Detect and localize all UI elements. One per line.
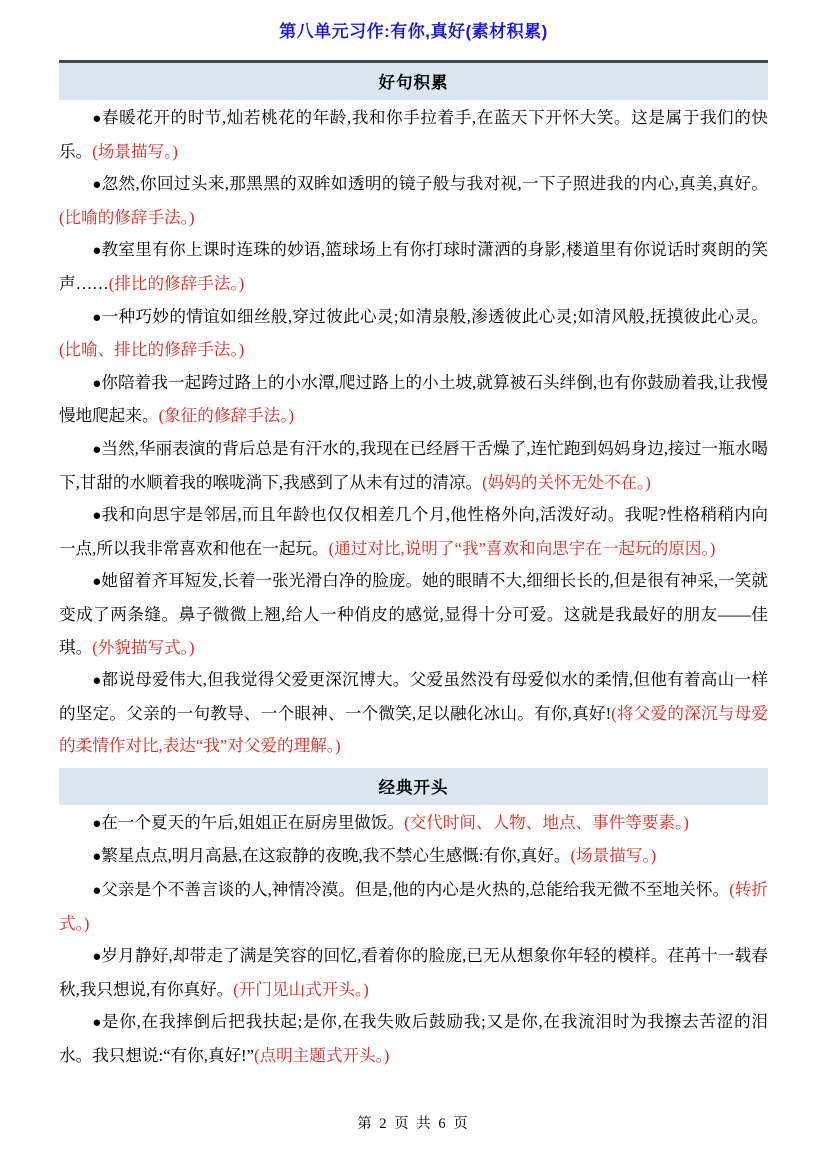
page-footer: 第 2 页 共 6 页 [357,1116,470,1132]
section-header: 好句积累 [59,60,768,100]
sentence-item [59,367,768,433]
annotation-note: (排比的修辞手法。) [108,273,245,293]
bullet-icon: ● [92,574,102,591]
bullet-icon: ● [92,1015,102,1032]
sentence-text: 一种巧妙的情谊如细丝般,穿过彼此心灵;如清泉般,渗透彼此心灵;如清风般,抚摸彼此心灵。 [101,306,768,326]
sentence-item [59,664,768,763]
bullet-icon: ● [92,949,102,966]
sentence-text: 在一个夏天的午后,姐姐正在厨房里做饭。 [101,812,405,832]
sentence-text: 繁星点点,明月高悬,在这寂静的夜晚,我不禁心生感慨:有你,真好。 [101,846,571,866]
bullet-icon: ● [92,441,102,458]
sentence-item [59,499,768,565]
sentence-text: 你陪着我一起跨过路上的小水潭,爬过路上的小土坡,就算被石头绊倒,也有你鼓励着我,让我慢慢地爬起来。 [59,372,769,426]
sentence-text: 春暖花开的时节,灿若桃花的年龄,我和你手拉着手,在蓝天下开怀大笑。这是属于我们的快乐。 [59,108,768,161]
bullet-icon: ● [92,111,102,127]
bullet-icon: ● [92,815,102,832]
bullet-icon: ● [92,849,102,866]
sentence-text: 岁月静好,却带走了满是笑容的回忆,看着你的脸庞,已无从想象你年轻的模样。荏苒十一载春秋,我只想说,有你真好。 [59,946,768,999]
bullet-icon: ● [92,673,102,690]
annotation-note: (场景描写。) [92,141,178,161]
bullet-icon: ● [92,243,102,260]
annotation-note: (场景描写。) [570,846,657,866]
sentence-item [59,940,768,1006]
sentence-text: 忽然,你回过头来,那黑黑的双眸如透明的镜子般与我对视,一下子照进我的内心,真美,真好。 [101,174,768,194]
bullet-icon: ● [92,177,102,194]
annotation-note: (比喻、排比的修辞手法。) [59,340,245,360]
bullet-icon: ● [92,375,102,392]
annotation-note: (通过对比,说明了“我”喜欢和向思宇在一起玩的原因。) [328,538,716,558]
annotation-note: (比喻的修辞手法。) [59,207,195,227]
bullet-icon: ● [92,508,102,525]
annotation-note: (开门见山式开头。) [233,979,369,999]
sentence-item [59,301,768,367]
sentence-text: 教室里有你上课时连珠的妙语,篮球场上有你打球时潇洒的身影,楼道里有你说话时爽朗的笑声…… [59,240,769,293]
sentence-item [59,168,768,234]
annotation-note: (外貌描写式。) [92,637,195,657]
sentence-item [59,565,768,664]
sentence-text: 父亲是个不善言谈的人,神情冷漠。但是,他的内心是火热的,总能给我无微不至地关怀。 [101,880,730,900]
annotation-note: (妈妈的关怀无处不在。) [482,472,651,492]
sentence-text: 她留着齐耳短发,长着一张光滑白净的脸庞。她的眼睛不大,细细长长的,但是很有神采,一笑就变成了两条缝。鼻子微微上翘,给人一种俏皮的感觉,显得十分可爱。这就是我最好的朋友——佳琪。 [59,571,769,657]
section-header: 经典开头 [59,768,768,805]
sentence-item [59,1006,768,1072]
sentence-text: 我和向思宇是邻居,而且年龄也仅仅相差几个月,他性格外向,活泼好动。我呢?性格稍稍内向一点,所以我非常喜欢和他在一起玩。 [59,505,768,558]
sentence-text: 当然,华丽表演的背后总是有汗水的,我现在已经唇干舌燥了,连忙跑到妈妈身边,接过一瓶水喝下,甘甜的水顺着我的喉咙淌下,我感到了从未有过的清凉。 [59,438,769,492]
sentence-text: 是你,在我摔倒后把我扶起;是你,在我失败后鼓励我;又是你,在我流泪时为我擦去苦涩的泪水。我只想说:“有你,真好!” [59,1012,769,1066]
sentence-item [59,874,768,940]
annotation-note: (交代时间、人物、地点、事件等要素。) [404,812,689,832]
sentence-item [59,840,768,874]
annotation-note: (转折式。) [59,880,769,933]
annotation-note: (象征的修辞手法。) [158,406,295,426]
sentence-item [59,234,768,300]
sentence-item [59,433,768,499]
annotation-note: (点明主题式开头。) [253,1046,390,1066]
document-body [59,60,768,1073]
page-title: 第八单元习作:有你,真好(素材积累) [279,22,548,41]
annotation-note: (将父爱的深沉与母爱的柔情作对比,表达“我”对父爱的理解。) [59,703,768,756]
sentence-item [59,807,768,841]
bullet-icon: ● [92,309,102,326]
sentence-text: 都说母爱伟大,但我觉得父爱更深沉博大。父爱虽然没有母爱似水的柔情,但他有着高山一样的坚定。父亲的一句教导、一个眼神、一个微笑,足以融化冰山。有你,真好! [59,670,769,723]
sentence-item [59,102,768,168]
bullet-icon: ● [92,883,102,900]
